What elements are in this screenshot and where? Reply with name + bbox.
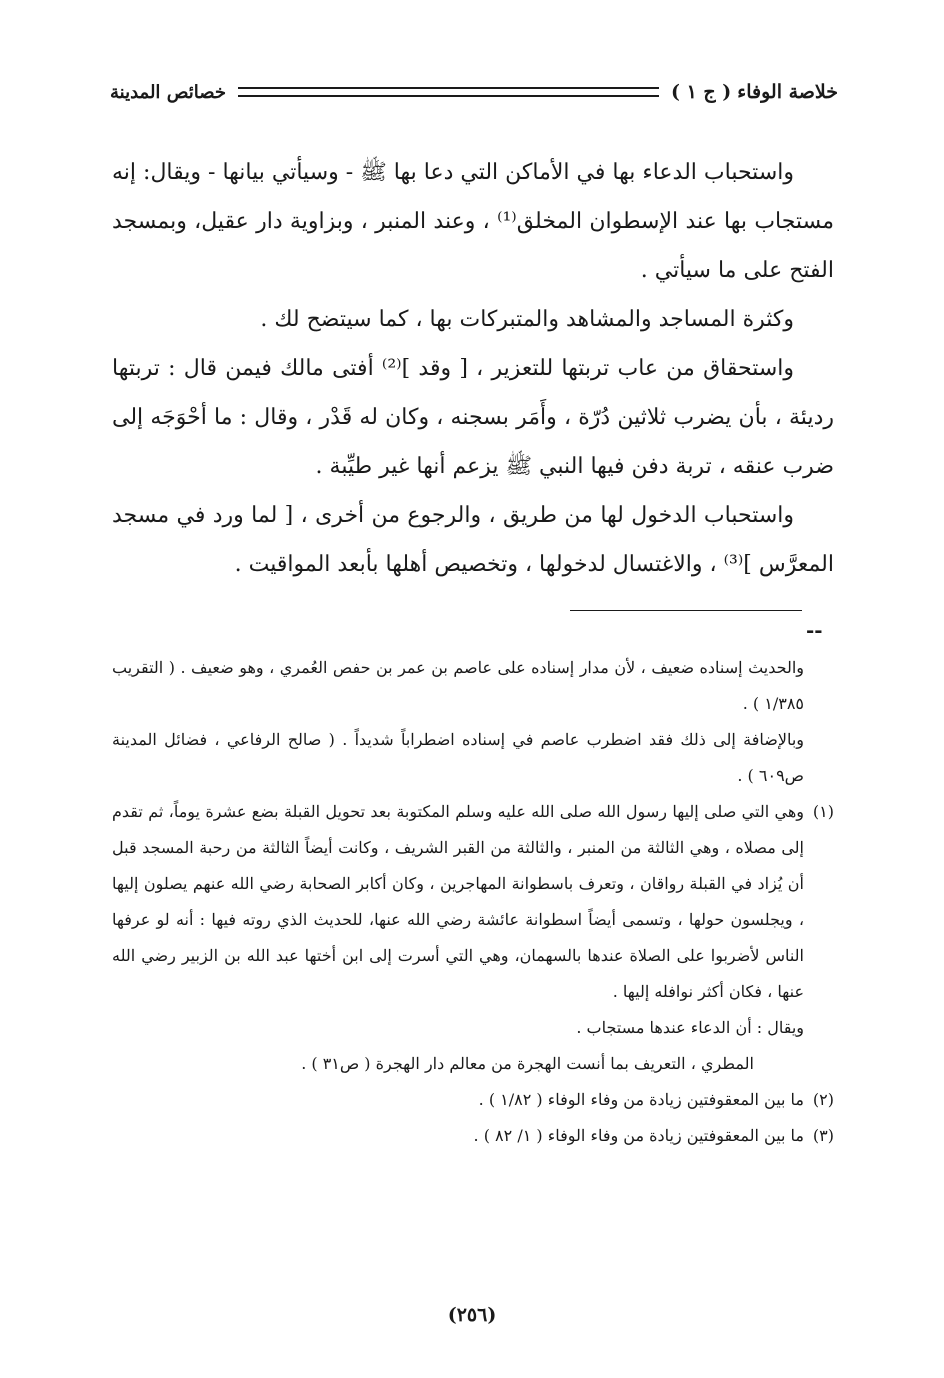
- footnote-text: وهي التي صلى إليها رسول الله صلى الله عليه وسلم المكتوبة بعد تحويل القبلة بضع عشرة يوماً، ثم تقدم إلى مصلاه ، وهي الثالثة من المنبر ، والثالثة من القبر الشريف ، وكانت أيضاً الثالثة من رحبة المسجد قبل أن يُزاد في القبلة رواقان ، وتعرف باسطوانة المهاجرين ، وكان أكابر الصحابة رضي الله عنهم يصلون إليها ، ويجلسون حولها ، وتسمى أيضاً اسطوانة عائشة رضي الله عنها، للحديث الذي روته فيها : أنه لو عرفها الناس لأضربوا على الصلاة عندها بالسهمان، وهي التي أسرت إلى ابن أختها عبد الله بن الزبير رضي الله عنها ، فكان أكثر نوافله إليها .: [112, 802, 805, 1001]
- footnote-text: ما بين المعقوفتين زيادة من وفاء الوفاء ( ١/ ٨٢ ) .: [473, 1126, 804, 1145]
- page-number: (٢٥٦): [447, 1304, 497, 1326]
- footnote-3: [112, 1118, 834, 1154]
- paragraph: واستحباب الدعاء بها في الأماكن التي دعا بها ﷺ - وسيأتي بيانها - ويقال: إنه مستجاب بها عند الإسطوان المخلق⁽¹⁾ ، وعند المنبر ، وبزاوية دار عقيل، وبمسجد الفتح على ما سيأتي .: [112, 160, 834, 283]
- section-title: خصائص المدينة: [110, 81, 226, 103]
- footnote-2: [112, 1082, 834, 1118]
- footnote-dash: --: [806, 618, 823, 642]
- footnote-reference: المطري ، التعريف بما أنست الهجرة من معالم دار الهجرة ( ص٣١ ) .: [301, 1054, 754, 1073]
- paragraph: وكثرة المساجد والمشاهد والمتبركات بها ، كما سيتضح لك .: [260, 307, 794, 332]
- footnote-number: (١): [812, 802, 834, 821]
- footnote-number: (٣): [812, 1126, 834, 1145]
- footnote-extra: ويقال : أن الدعاء عندها مستجاب .: [576, 1018, 804, 1037]
- footnote-continuation: والحديث إسناده ضعيف ، لأن مدار إسناده على عاصم بن عمر بن حفص العُمري ، وهو ضعيف . ( التقريب ١/٣٨٥ ) .: [112, 658, 804, 713]
- footnotes: [112, 650, 834, 1154]
- footnote-separator: [570, 610, 802, 611]
- paragraph: واستحقاق من عاب تربتها للتعزير ، [ وقد ]⁽²⁾ أفتى مالك فيمن قال : تربتها رديئة ، بأن يضرب ثلاثين دُرّة ، وأَمَر بسجنه ، وكان له قَدْر ، وقال : ما أحْوَجَه إلى ضرب عنقه ، تربة دفن فيها النبي ﷺ يزعم أنها غير طيِّبة .: [112, 356, 834, 479]
- footnote-continuation: وبالإضافة إلى ذلك فقد اضطرب عاصم في إسناده اضطراباً شديداً . ( صالح الرفاعي ، فضائل المدينة ص٦٠٩ ) .: [112, 730, 804, 785]
- footnote-text: ما بين المعقوفتين زيادة من وفاء الوفاء ( ١/٨٢ ) .: [478, 1090, 804, 1109]
- header-rule: [238, 87, 659, 97]
- main-text: [112, 148, 834, 589]
- book-title: خلاصة الوفاء: [737, 81, 838, 103]
- page-header: [110, 78, 838, 106]
- footnote-1: [112, 794, 834, 1010]
- volume-label: ( ج ١ ): [670, 81, 732, 103]
- paragraph: واستحباب الدخول لها من طريق ، والرجوع من أخرى ، [ لما ورد في مسجد المعرَّس ]⁽³⁾ ، والاغتسال لدخولها ، وتخصيص أهلها بأبعد المواقيت .: [112, 503, 834, 577]
- footnote-number: (٢): [812, 1090, 834, 1109]
